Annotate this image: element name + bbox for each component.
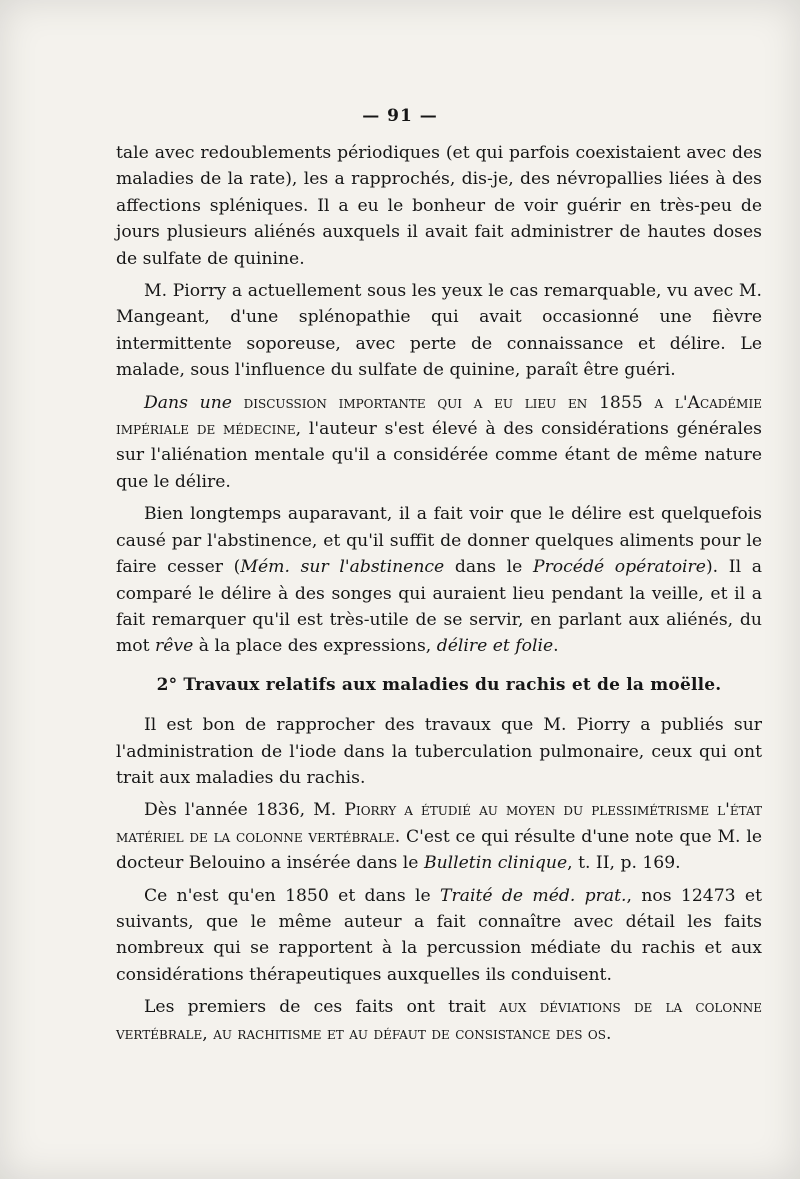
paragraph-6-journal: Bulletin clinique [423,853,568,874]
paragraph-4-part-c: dans le [444,557,534,578]
paragraph-4-part-i: . [553,636,559,657]
paragraph-3-smallcaps-1: discussion importante qui a eu lieu en [243,392,588,413]
paragraph-5: Il est bon de rapprocher des travaux que M. Piorry a publiés sur l'administration de l'iode dans la tuberculation pulmonaire, ceux qui ont trait aux maladies du rachis. [116,715,762,788]
paragraph-4-title-2: Procédé opératoire [533,557,706,578]
paragraph-4-part-e: ). Il a comparé le délire à des songes qui auraient lieu pendant la veille, et il a fait remarquer qu'il est très-utile de se servir, en parlant aux aliénés, du mot [116,557,762,657]
paragraph-4-part-g: à la place des expressions, [193,636,437,657]
paragraph-8-part-a: Les premiers de ces faits ont trait [144,997,486,1018]
paragraph-3-body: l'auteur s'est élevé à des considérations générales sur l'aliénation mentale qu'il a considérée comme étant de même nature que le délire. [116,419,762,492]
paragraph-7-part-a: Ce n'est qu'en 1850 et dans le [144,885,441,906]
paragraph-3 [116,390,762,496]
paragraph-7-part-c: , nos 12473 et suivants, que le même auteur a fait connaître avec détail les faits nombreux qui se rapportent à la percussion médiate du rachis et aux considérations thérapeutiques auxquelles ils conduisent. [116,885,762,985]
paragraph-6-part-c: C'est ce qui résulte d'une note que M. le docteur Belouino a insérée dans le [116,826,762,874]
section-heading: 2° Travaux relatifs aux maladies du rachis et de la moëlle. [156,674,722,695]
paragraph-4-expressions: délire et folie [436,636,554,657]
paragraph-6 [116,797,762,876]
paragraph-2: M. Piorry a actuellement sous les yeux le cas remarquable, vu avec M. Mangeant, d'une splénopathie qui avait occasionné une fièvre intermittente soporeuse, avec perte de connaissance et délire. Le malade, sous l'influence du sulfate de quinine, paraît être guéri. [116,281,762,381]
paragraph-7-treatise: Traité de méd. prat. [440,885,627,906]
paragraph-4-word-reve: rêve [155,636,194,657]
paragraph-4 [116,501,762,659]
paragraph-3-intro: Dans une [144,392,232,413]
paragraph-8 [116,994,762,1047]
page-number: — 91 — [362,106,438,126]
paragraph-6-part-e: , t. II, p. 169. [567,853,681,874]
paragraph-6-smallcaps: Piorry a étudié au moyen du plessimétrisme l'état matériel de la colonne vertébrale. [116,800,762,847]
paragraph-3-smallcaps-2: a l'Académie impériale de médecine, [116,392,762,440]
paragraph-6-part-a: Dès l'année 1836, M. [144,800,337,821]
paragraph-8-smallcaps: aux déviations de la colonne vertébrale, au rachitisme et au défaut de consistance des os. [116,997,762,1044]
paragraph-7 [116,883,762,989]
paragraph-1: tale avec redoublements périodiques (et qui parfois coexistaient avec des maladies de la rate), les a rapprochés, dis-je, des névropallies liées à des affections spléniques. Il a eu le bonheur de voir guérir en très-peu de jours plusieurs aliénés auxquels il avait fait administrer de hautes doses de sulfate de quinine. [116,143,762,269]
paragraph-4-title-1: Mém. sur l'abstinence [240,557,445,578]
paragraph-4-part-a: Bien longtemps auparavant, il a fait voir que le délire est quelquefois causé par l'abstinence, et qu'il suffit de donner quelques aliments pour le faire cesser ( [116,504,762,578]
text-column [116,140,762,1053]
paragraph-3-year: 1855 [599,392,643,413]
